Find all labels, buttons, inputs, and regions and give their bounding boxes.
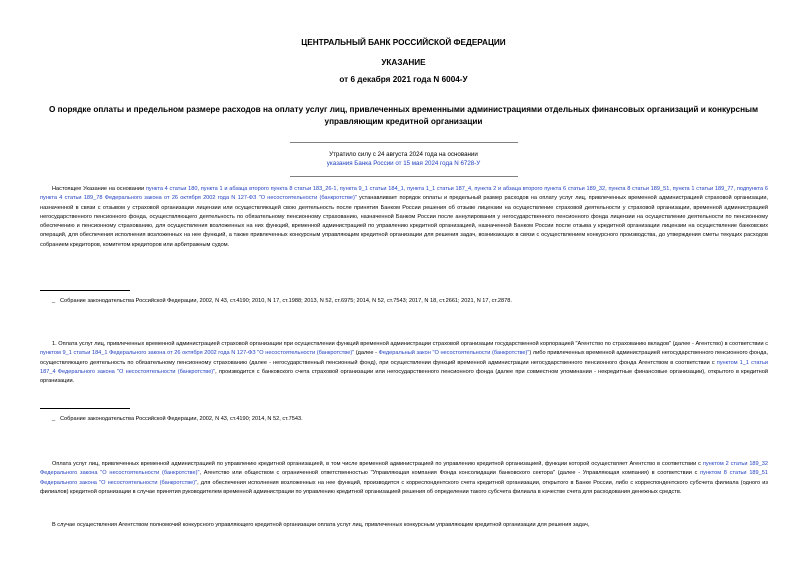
issuer-heading: ЦЕНТРАЛЬНЫЙ БАНК РОССИЙСКОЙ ФЕДЕРАЦИИ — [301, 38, 506, 47]
document-date-number: от 6 декабря 2021 года N 6004-У — [339, 75, 468, 84]
document-title: О порядке оплаты и предельном размере расходов на оплату услуг лиц, привлеченных временными администрациями отдельных финансовых организаций и конкурсным управляющим кредитной организации — [48, 105, 759, 126]
law-reference-link[interactable]: пунктом 2 статьи 189_32 Федерального закона "О несостоятельности (банкротстве)" — [40, 461, 768, 477]
law-reference-link[interactable]: пунктом 1_1 статьи 187_4 Федерального закона "О несостоятельности (банкротстве)" — [40, 359, 768, 375]
law-reference-link[interactable]: пунктом 9_1 статьи 184_1 Федерального закона от 26 октября 2002 года N 127-ФЗ "О несостоятельности (банкротстве)" — [40, 350, 355, 357]
divider-bottom — [290, 176, 518, 177]
paragraph-2: Оплата услуг лиц, привлеченных временной администрацией по управлению кредитной организацией, в том числе временной администрацией по управлению кредитной организацией, функции которой осуществляет Агентство в соответствии с пунктом 2 статьи 189_32 Федерального закона "О несостоятельности (банкротстве)", Агентство или обществом с ограниченной ответственностью "Управляющая компания Фонда консолидации банковского сектора" (далее - Управляющая компания) в соответствии с пунктом 8 статьи 189_51 Федерального закона "О несостоятельности (банкротстве)", для обеспечения исполнения возложенных на нее функций, производится с корреспондентского счета кредитной организации, открытого в Банке России, либо с корреспондентского субсчета филиала (одного из филиалов) кредитной организации в случае принятия руководителем временной администрации по управлению кредитной организацией решения об определении такого субсчета филиала в качестве счета для расходования денежных средств. — [40, 461, 768, 495]
preamble-paragraph: Настоящее Указание на основании пункта 4 статьи 180, пункта 1 и абзаца второго пункта 8 статьи 183_26-1, пункта 9_1 статьи 184_1, пункта 1_1 статьи 187_4, пункта 2 и абзаца второго пункта 6 статьи 189_32, пункта 8 статьи 189_51, пункта 1 статьи 189_77, подпункта 6 пункта 4 статьи 189_78 Федерального закона от 26 октября 2002 года N 127-ФЗ "О несостоятельности (банкротстве)" устанавливает порядок оплаты и предельный размер расходов на оплату услуг лиц, привлеченных временной администрацией страховой организации, назначенной в связи с отзывом у страховой организации лицензии или осуществляющей свою деятельность после принятия Банком России решения об отзыве лицензии на осуществление страховой деятельности у страховой организации, временной администрацией негосударственного пенсионного фонда, осуществляющего деятельность по обязательному пенсионному страхованию, назначенной Банком России после аннулирования у негосударственного пенсионного фонда лицензии на осуществление деятельности по пенсионному обеспечению и пенсионному страхованию, для осуществления возложенных на них функций, временной администрацией по управлению кредитной организацией, назначенной Банком России после отзыва у кредитной организации лицензии на осуществление банковских операций, для обеспечения исполнения возложенных на нее функций, а также привлеченных конкурсным управляющим кредитной организации для решения задач, возникающих в связи с осуществлением конкурсного производства, до утверждения сметы текущих расходов собранием кредиторов, комитетом кредиторов или арбитражным судом. — [40, 186, 769, 248]
divider-top — [290, 142, 518, 143]
footnote-2: _ Собрание законодательства Российской Федерации, 2002, N 43, ст.4190; 2014, N 52, ст.7543. — [52, 416, 303, 422]
law-reference-link[interactable]: Федеральный закон "О несостоятельности (банкротстве)" — [378, 350, 530, 357]
paragraph-1: 1. Оплата услуг лиц, привлеченных временной администрацией страховой организации при осуществлении функций временной администрации страховой организации государственной корпорацией "Агентство по страхованию вкладов" (далее - Агентство) в соответствии с пунктом 9_1 статьи 184_1 Федерального закона от 26 октября 2002 года N 127-ФЗ "О несостоятельности (банкротстве)" (далее - Федеральный закон "О несостоятельности (банкротстве)") либо привлеченных временной администрацией негосударственного пенсионного фонда, осуществляющего деятельность по обязательному пенсионному страхованию (далее - негосударственный пенсионный фонд), при осуществлении функций временной администрации негосударственного пенсионного фонда Агентством в соответствии с пунктом 1_1 статьи 187_4 Федерального закона "О несостоятельности (банкротстве)", производится с банковского счета страховой организации или негосударственного пенсионного фонда (далее при совместном упоминании - некредитные финансовые организации), открытого в кредитной организации. — [40, 341, 769, 385]
status-note-text: Утратило силу с 24 августа 2024 года на основании — [329, 151, 478, 158]
status-note — [0, 150, 807, 168]
law-reference-link[interactable]: пунктом 8 статьи 189_51 Федерального закона "О несостоятельности (банкротстве)" — [40, 470, 768, 486]
document-type: УКАЗАНИЕ — [381, 58, 426, 67]
paragraph-3: В случае осуществления Агентством полномочий конкурсного управляющего кредитной организации оплата услуг лиц, привлеченных конкурсным управляющим кредитной организации для решения задач, — [52, 522, 590, 528]
footnote-1: _ Собрание законодательства Российской Федерации, 2002, N 43, ст.4190; 2010, N 17, ст.1988; 2013, N 52, ст.6975; 2014, N 52, ст.7543; 2017, N 18, ст.2661; 2021, N 17, ст.2878. — [52, 298, 512, 304]
footnote-rule — [40, 408, 130, 409]
repeal-document-link[interactable]: указания Банка России от 15 мая 2024 года N 6728-У — [326, 160, 481, 167]
footnote-rule — [40, 290, 130, 291]
law-reference-link[interactable]: пункта 4 статьи 180, пункта 1 и абзаца второго пункта 8 статьи 183_26-1, пункта 9_1 статьи 184_1, пункта 1_1 статьи 187_4, пункта 2 и абзаца второго пункта 6 статьи 189_32, пункта 8 статьи 189_51, пункта 1 статьи 189_77, подпункта 6 пункта 4 статьи 189_78 Федерального закона от 26 октября 2002 года N 127-ФЗ "О несостоятельности (банкротстве)" — [40, 186, 769, 202]
